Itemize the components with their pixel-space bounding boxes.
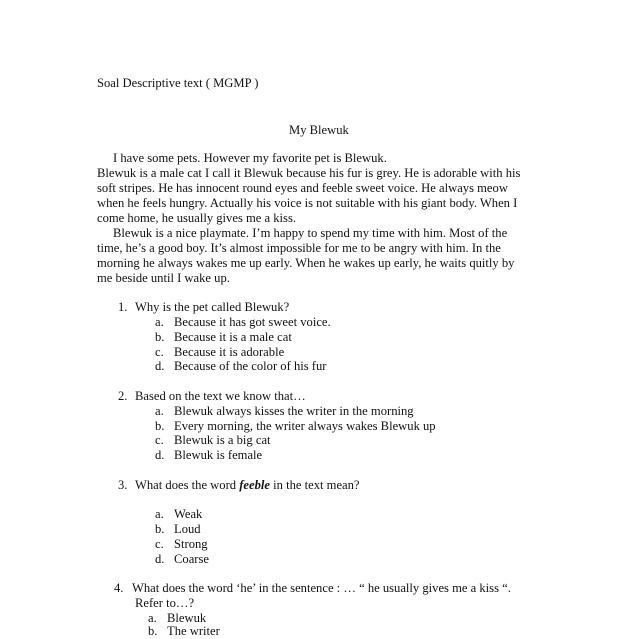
option-text: Blewuk <box>167 611 207 625</box>
option-text: Coarse <box>174 552 209 566</box>
question-number: 4. <box>114 581 124 595</box>
option-letter: b. <box>155 419 165 433</box>
option-text: Because of the color of his fur <box>174 359 327 373</box>
option-letter: a. <box>155 507 164 521</box>
option-letter: d. <box>155 359 165 373</box>
question-number: 3. <box>118 478 128 492</box>
paragraph-line: come home, he usually gives me a kiss. <box>97 211 297 225</box>
document-header: Soal Descriptive text ( MGMP ) <box>97 76 259 90</box>
answer-option <box>155 552 209 567</box>
question-text-continued: Refer to…? <box>135 596 195 610</box>
option-letter: d. <box>155 448 165 462</box>
paragraph-line: me beside until I wake up. <box>97 271 230 285</box>
answer-option <box>155 315 331 330</box>
paragraph-line: morning he always wakes me up early. When he wakes up early, he waits quitly by <box>97 256 515 270</box>
question-number: 1. <box>118 300 128 314</box>
option-text: Weak <box>174 507 203 521</box>
option-letter: d. <box>155 552 165 566</box>
option-text: Strong <box>174 537 208 551</box>
question-prompt-end: in the text mean? <box>269 478 360 492</box>
paragraph-line: soft stripes. He has innocent round eyes and feeble sweet voice. He always meow <box>97 181 508 195</box>
answer-option <box>155 404 414 419</box>
question-prompt: Based on the text we know that… <box>135 389 306 403</box>
answer-option <box>155 448 262 463</box>
question-text <box>118 300 289 315</box>
paragraph-line: I have some pets. However my favorite pet is Blewuk. <box>113 151 387 165</box>
option-letter: b. <box>148 624 158 638</box>
option-text: Blewuk is a big cat <box>174 433 271 447</box>
answer-option <box>155 433 271 448</box>
option-letter: b. <box>155 522 165 536</box>
option-text: The writer <box>167 624 220 638</box>
option-text: Blewuk always kisses the writer in the morning <box>174 404 414 418</box>
answer-option <box>155 345 284 360</box>
option-text: Blewuk is female <box>174 448 263 462</box>
answer-option <box>155 330 292 345</box>
document-title: My Blewuk <box>289 123 349 137</box>
question-text <box>114 581 511 596</box>
answer-option <box>155 507 202 522</box>
option-letter: c. <box>155 345 164 359</box>
paragraph-line: when he feels hungry. Actually his voice is not suitable with his giant body. When I <box>97 196 518 210</box>
question-number: 2. <box>118 389 128 403</box>
answer-option <box>155 522 201 537</box>
option-letter: b. <box>155 330 165 344</box>
answer-option <box>155 359 326 374</box>
question-prompt: Why is the pet called Blewuk? <box>135 300 290 314</box>
option-letter: a. <box>148 611 157 625</box>
option-text: Every morning, the writer always wakes Blewuk up <box>174 419 436 433</box>
option-letter: c. <box>155 433 164 447</box>
option-letter: c. <box>155 537 164 551</box>
option-text: Because it has got sweet voice. <box>174 315 331 329</box>
answer-option <box>155 419 436 434</box>
option-text: Because it is adorable <box>174 345 285 359</box>
question-keyword: feeble <box>239 478 270 492</box>
question-prompt-start: What does the word <box>135 478 240 492</box>
paragraph-line: time, he’s a good boy. It’s almost impossible for me to be angry with him. In the <box>97 241 501 255</box>
question-prompt: What does the word ‘he’ in the sentence : … “ he usually gives me a kiss “. <box>132 581 511 595</box>
question-text <box>118 478 360 493</box>
option-letter: a. <box>155 315 164 329</box>
question-text <box>118 389 306 404</box>
answer-option <box>155 537 208 552</box>
answer-option <box>148 624 220 639</box>
option-letter: a. <box>155 404 164 418</box>
paragraph-line: Blewuk is a nice playmate. I’m happy to spend my time with him. Most of the <box>113 226 508 240</box>
option-text: Loud <box>174 522 201 536</box>
option-text: Because it is a male cat <box>174 330 292 344</box>
paragraph-line: Blewuk is a male cat I call it Blewuk because his fur is grey. He is adorable with his <box>97 166 521 180</box>
